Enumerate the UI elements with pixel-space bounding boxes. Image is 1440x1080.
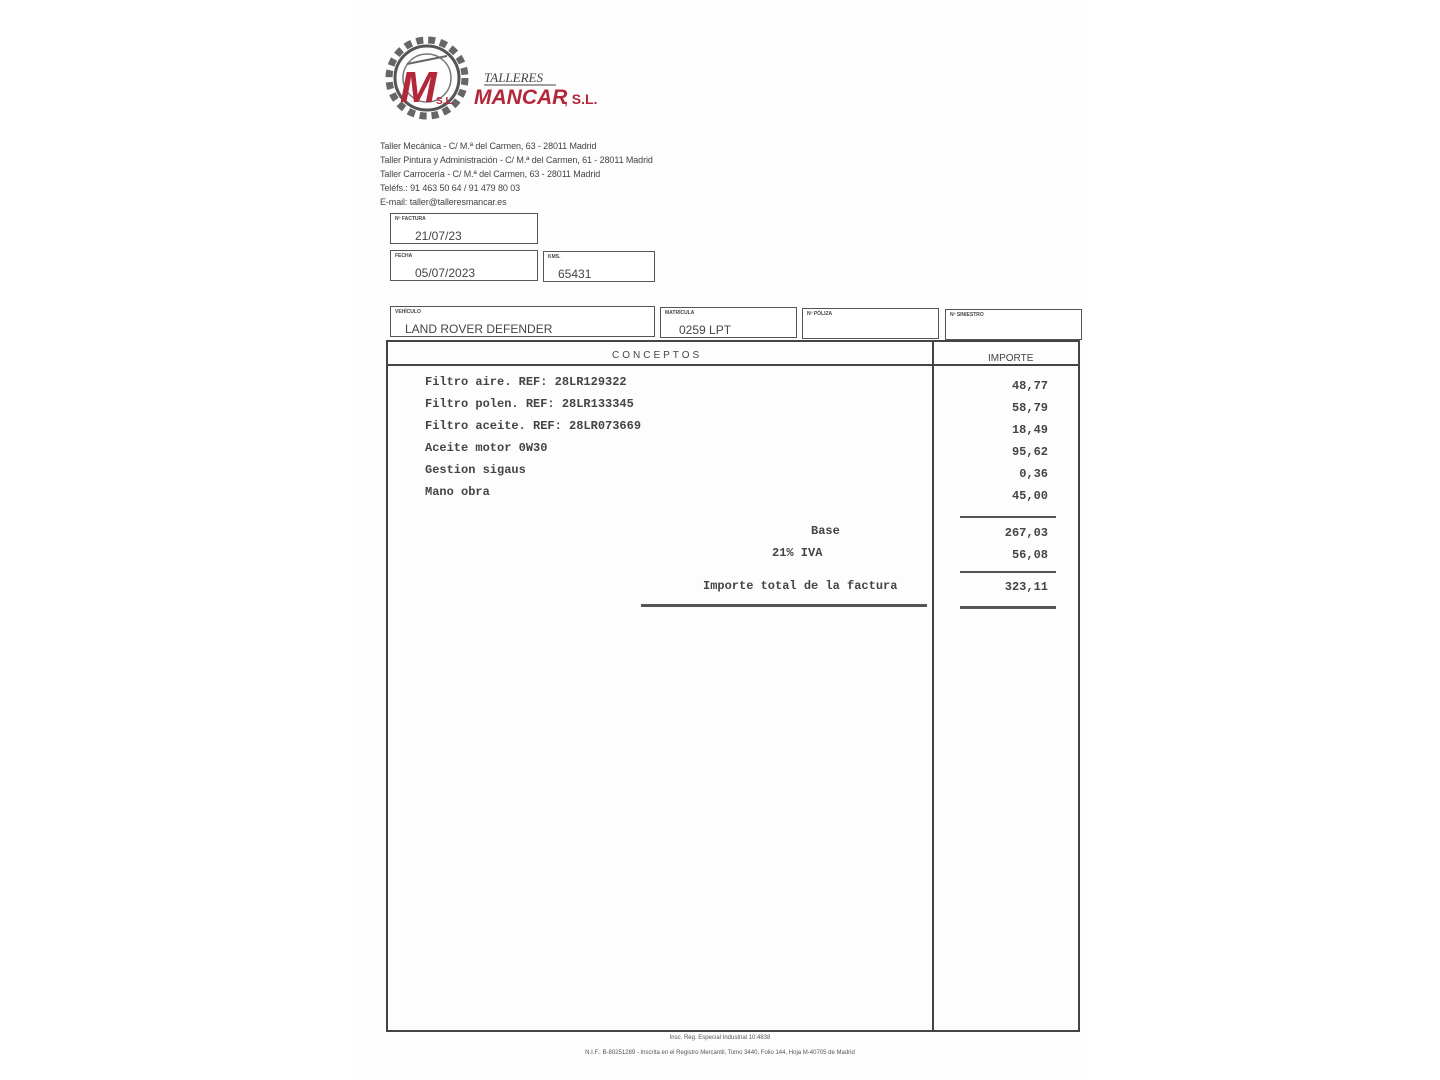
total-label: Importe total de la factura bbox=[703, 579, 898, 593]
base-value: 267,03 bbox=[1004, 526, 1048, 540]
logo-mark-small: S.L. bbox=[436, 96, 455, 107]
table-header-divider bbox=[388, 364, 1078, 366]
item-amount: 0,36 bbox=[1019, 467, 1048, 481]
company-logo bbox=[380, 30, 620, 130]
item-amount: 48,77 bbox=[1011, 379, 1048, 393]
total-double-rule-left bbox=[641, 604, 927, 607]
vehicle-value: LAND ROVER DEFENDER bbox=[405, 322, 553, 336]
vehicle-label: VEHÍCULO bbox=[395, 309, 421, 315]
iva-value: 56,08 bbox=[1011, 548, 1048, 562]
total-value: 323,11 bbox=[1004, 580, 1048, 594]
date-box bbox=[390, 250, 538, 281]
km-label: KMS. bbox=[548, 254, 561, 260]
total-rule bbox=[960, 571, 1056, 573]
conceptos-header: CONCEPTOS bbox=[612, 350, 703, 361]
item-amount: 18,49 bbox=[1011, 423, 1048, 437]
km-value: 65431 bbox=[558, 267, 592, 281]
company-address bbox=[380, 139, 653, 209]
item-description: Aceite motor 0W30 bbox=[425, 441, 548, 455]
address-line: Teléfs.: 91 463 50 64 / 91 479 80 03 bbox=[380, 183, 521, 193]
item-description: Mano obra bbox=[425, 485, 490, 499]
item-amount: 95,62 bbox=[1011, 445, 1048, 459]
item-description: Filtro aceite. REF: 28LR073669 bbox=[425, 419, 642, 433]
iva-label: 21% IVA bbox=[772, 546, 823, 560]
policy-box bbox=[802, 308, 939, 339]
logo-suffix: , S.L. bbox=[564, 91, 598, 107]
logo-word-talleres: TALLERES bbox=[484, 70, 543, 85]
vehicle-box bbox=[390, 306, 655, 337]
policy-label: Nº PÓLIZA bbox=[807, 311, 833, 317]
plate-value: 0259 LPT bbox=[679, 323, 732, 337]
item-description: Gestion sigaus bbox=[425, 463, 526, 477]
claim-box bbox=[945, 309, 1082, 340]
logo-word-mancar: MANCAR bbox=[474, 86, 568, 109]
invoice-number-box bbox=[390, 213, 538, 244]
plate-box bbox=[660, 307, 797, 338]
km-box bbox=[543, 251, 655, 282]
footer-legal: N.I.F.: B-80251289 - Inscrita en el Registro Mercantil, Tomo 3440, Folio 144, Hoja M-40705 de Madrid bbox=[585, 1050, 855, 1056]
gear-icon bbox=[380, 30, 620, 130]
claim-label: Nº SINIESTRO bbox=[950, 312, 984, 318]
address-line: Taller Mecánica - C/ M.ª del Carmen, 63 - 28011 Madrid bbox=[380, 141, 597, 151]
address-line: Taller Pintura y Administración - C/ M.ª del Carmen, 61 - 28011 Madrid bbox=[380, 155, 653, 165]
subtotal-rule bbox=[960, 516, 1056, 518]
importe-header: IMPORTE bbox=[988, 353, 1034, 364]
address-line: Taller Carrocería - C/ M.ª del Carmen, 63 - 28011 Madrid bbox=[380, 169, 601, 179]
footer-registry: Insc. Reg. Especial Industrial 10.4838 bbox=[669, 1035, 771, 1041]
invoice-number-label: Nº FACTURA bbox=[395, 216, 426, 222]
item-amount: 58,79 bbox=[1011, 401, 1048, 415]
table-column-divider bbox=[932, 342, 934, 1030]
invoice-number-value: 21/07/23 bbox=[415, 229, 462, 243]
plate-label: MATRÍCULA bbox=[665, 310, 695, 316]
total-double-rule-right bbox=[960, 606, 1056, 609]
item-amount: 45,00 bbox=[1011, 489, 1048, 503]
address-line: E-mail: taller@talleresmancar.es bbox=[380, 197, 507, 207]
logo-mark: M bbox=[400, 63, 437, 112]
item-description: Filtro aire. REF: 28LR129322 bbox=[425, 375, 627, 389]
date-value: 05/07/2023 bbox=[415, 266, 476, 280]
item-description: Filtro polen. REF: 28LR133345 bbox=[425, 397, 634, 411]
date-label: FECHA bbox=[395, 253, 413, 259]
base-label: Base bbox=[811, 524, 840, 538]
